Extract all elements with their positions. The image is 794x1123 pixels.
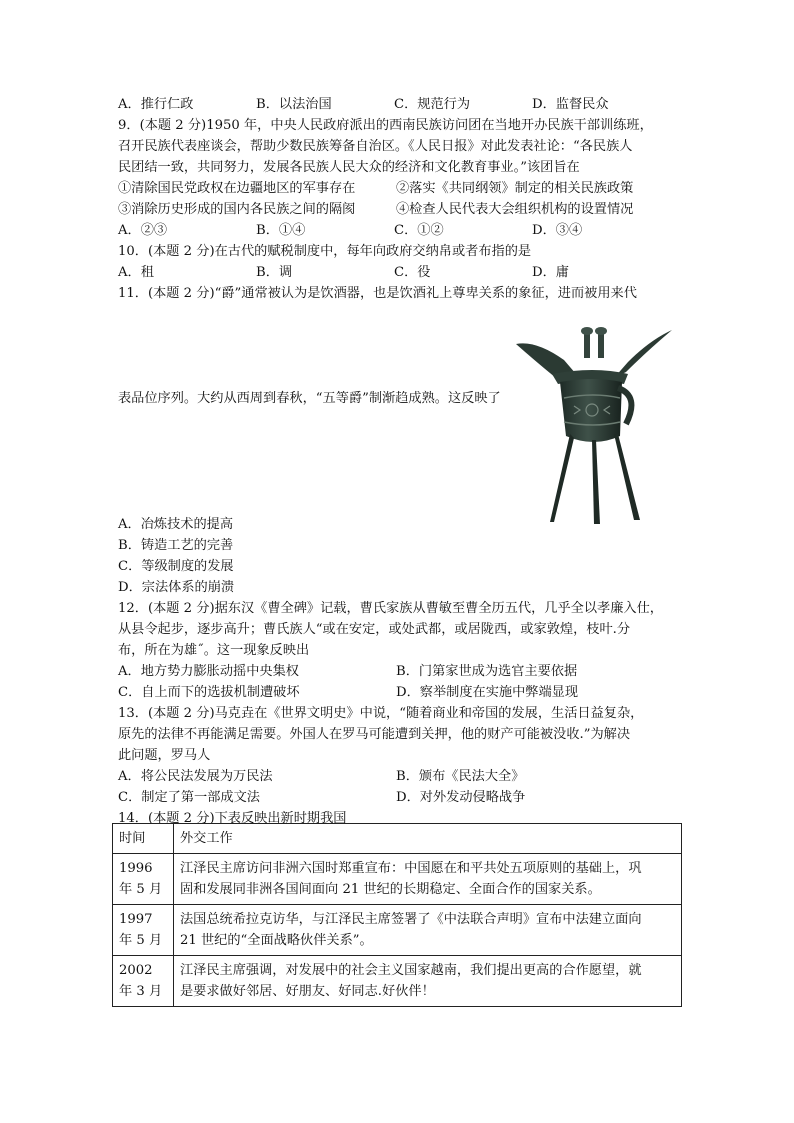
q13-option-d: D．对外发动侵略战争 xyxy=(396,790,526,805)
table-row xyxy=(113,854,682,905)
question-12 xyxy=(118,598,684,703)
q8-option-a: A．推行仁政 xyxy=(118,97,194,112)
q11-option-a: A．冶炼技术的提高 xyxy=(118,517,234,532)
q9-item-3: ③消除历史形成的国内各民族之间的隔阂 xyxy=(118,202,356,217)
q13-options-row xyxy=(118,766,684,787)
q9-option-a: A．②③ xyxy=(118,223,168,238)
content-line: 法国总统希拉克访华，与江泽民主席签署了《中法联合声明》宣布中法建立面向 xyxy=(180,912,642,927)
q9-option-b: B．①④ xyxy=(256,223,306,238)
q8-option-d: D．监督民众 xyxy=(532,97,609,112)
time-year: 1997 xyxy=(119,912,153,927)
table-row xyxy=(113,956,682,1007)
q9-option-c: C．①② xyxy=(394,223,444,238)
content-line: 固和发展同非洲各国间面向 21 世纪的长期稳定、全面合作的国家关系。 xyxy=(180,882,601,897)
table-cell-content xyxy=(174,854,682,905)
diplomacy-table xyxy=(112,823,682,1007)
q12-option-d: D．察举制度在实施中弊端显现 xyxy=(396,685,579,700)
q10-option-c: C．役 xyxy=(394,265,431,280)
q12-options-row xyxy=(118,682,684,703)
q9-stem-line: 民团结一致，共同努力，发展各民族人民大众的经济和文化教育事业。”该团旨在 xyxy=(118,160,580,175)
question-13 xyxy=(118,703,684,808)
q9-items-row xyxy=(118,178,684,199)
q9-stem-line: 召开民族代表座谈会，帮助少数民族筹备自治区。《人民日报》对此发表社论：“各民族人 xyxy=(118,139,633,154)
q13-option-a: A．将公民法发展为万民法 xyxy=(118,769,273,784)
q8-option-b: B．以法治国 xyxy=(256,97,332,112)
q9-items-row xyxy=(118,199,684,220)
q11-figure-row xyxy=(118,304,684,514)
time-month: 年 5 月 xyxy=(119,882,163,897)
question-9 xyxy=(118,115,684,241)
content-line: 21 世纪的“全面战略伙伴关系”。 xyxy=(180,933,373,948)
q11-option-d: D．宗法体系的崩溃 xyxy=(118,580,235,595)
q11-stem-line: 11．(本题 2 分)“爵”通常被认为是饮酒器，也是饮酒礼上尊卑关系的象征，进而被用来代 xyxy=(118,286,637,301)
q11-option-b: B．铸造工艺的完善 xyxy=(118,538,234,553)
q8-option-c: C．规范行为 xyxy=(394,97,471,112)
q14-stem: 14．(本题 2 分)下表反映出新时期我国 xyxy=(118,811,347,826)
q12-option-a: A．地方势力膨胀动摇中央集权 xyxy=(118,664,299,679)
table-row xyxy=(113,905,682,956)
content-line: 江泽民主席强调，对发展中的社会主义国家越南，我们提出更高的合作愿望，就 xyxy=(180,963,642,978)
q10-option-d: D．庸 xyxy=(532,265,569,280)
q10-options xyxy=(118,262,684,283)
table-cell-time xyxy=(113,905,174,956)
q9-options xyxy=(118,220,684,241)
q9-item-4: ④检查人民代表大会组织机构的设置情况 xyxy=(396,202,634,217)
q10-option-a: A．租 xyxy=(118,265,154,280)
q11-stem-line: 表品位序列。大约从西周到春秋，“五等爵”制渐趋成熟。这反映了 xyxy=(118,391,501,406)
q12-options-row xyxy=(118,661,684,682)
q9-stem-line: 9．(本题 2 分)1950 年，中央人民政府派出的西南民族访问团在当地开办民族干部训练班， xyxy=(118,118,653,133)
q13-stem-line: 此问题，罗马人 xyxy=(118,748,211,763)
bronze-jue-vessel-image xyxy=(516,326,676,526)
q9-item-1: ①清除国民党政权在边疆地区的军事存在 xyxy=(118,181,356,196)
q10-stem: 10．(本题 2 分)在古代的赋税制度中，每年向政府交纳帛或者布指的是 xyxy=(118,244,532,259)
q13-options-row xyxy=(118,787,684,808)
q9-option-d: D．③④ xyxy=(532,223,583,238)
q9-item-2: ②落实《共同纲领》制定的相关民族政策 xyxy=(396,181,634,196)
q13-option-c: C．制定了第一部成文法 xyxy=(118,790,260,805)
q8-options xyxy=(118,94,684,115)
q13-option-b: B．颁布《民法大全》 xyxy=(396,769,525,784)
table-header-work: 外交工作 xyxy=(174,824,682,854)
q13-stem-line: 原先的法律不再能满足需要。外国人在罗马可能遭到关押，他的财产可能被没收.”为解决 xyxy=(118,727,631,742)
time-year: 2002 xyxy=(119,963,153,978)
exam-page xyxy=(118,94,684,829)
q13-stem-line: 13．(本题 2 分)马克垚在《世界文明史》中说，“随着商业和帝国的发展，生活日益复杂， xyxy=(118,706,644,721)
table-header-row xyxy=(113,824,682,854)
time-year: 1996 xyxy=(119,861,153,876)
time-month: 年 3 月 xyxy=(119,984,163,999)
table-header-time: 时间 xyxy=(113,824,174,854)
time-month: 年 5 月 xyxy=(119,933,163,948)
q12-stem-line: 布，所在为雄˝。这一现象反映出 xyxy=(118,643,310,658)
question-10 xyxy=(118,241,684,283)
q11-option-c: C．等级制度的发展 xyxy=(118,559,234,574)
q12-stem-line: 12．(本题 2 分)据东汉《曹全碑》记载，曹氏家族从曹敏至曹全历五代，几乎全以孝廉入仕， xyxy=(118,601,663,616)
table-cell-time xyxy=(113,956,174,1007)
question-11 xyxy=(118,283,684,598)
table-cell-content xyxy=(174,956,682,1007)
q12-option-c: C．自上而下的选拔机制遭破坏 xyxy=(118,685,300,700)
content-line: 江泽民主席访问非洲六国时郑重宣布：中国愿在和平共处五项原则的基础上，巩 xyxy=(180,861,642,876)
q12-stem-line: 从县令起步，逐步高升；曹氏族人“或在安定，或处武都，或居陇西，或家敦煌，枝叶.分 xyxy=(118,622,631,637)
q10-option-b: B．调 xyxy=(256,265,293,280)
table-cell-content xyxy=(174,905,682,956)
table-cell-time xyxy=(113,854,174,905)
q12-option-b: B．门第家世成为选官主要依据 xyxy=(396,664,578,679)
content-line: 是要求做好邻居、好朋友、好同志.好伙伴！ xyxy=(180,984,435,999)
